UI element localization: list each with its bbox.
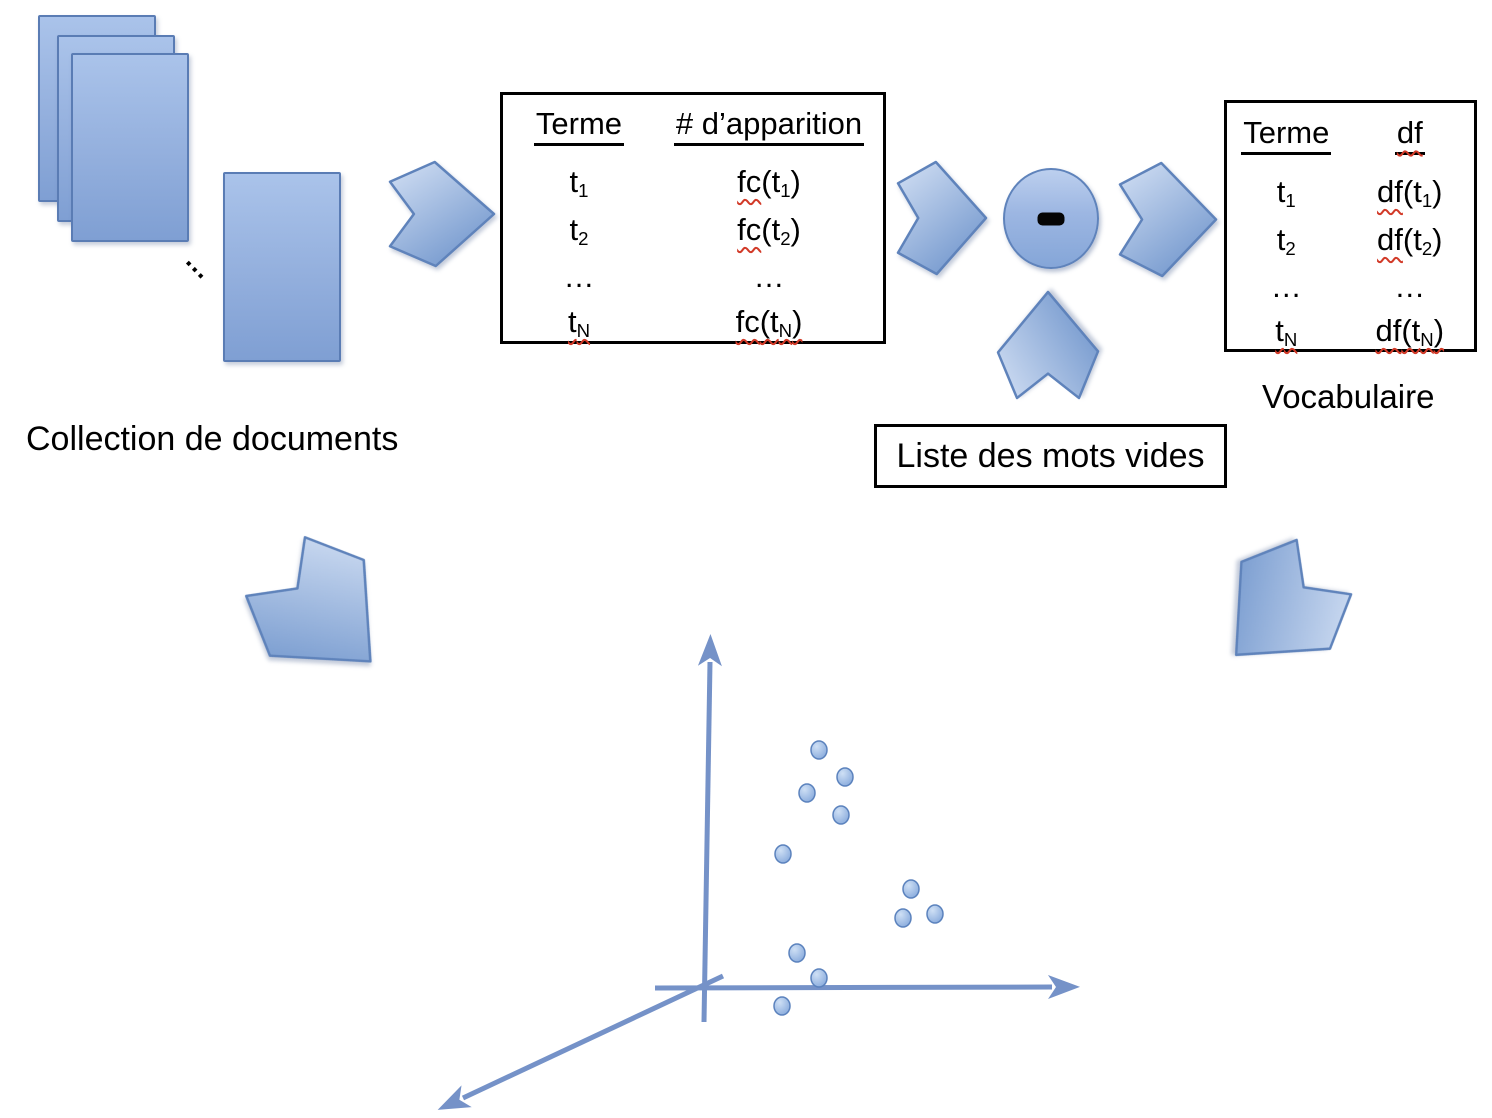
vocab-row-value: … <box>1394 268 1426 304</box>
collection-label: Collection de documents <box>26 420 399 458</box>
scatter-point <box>903 880 919 898</box>
scatter-point <box>837 768 853 786</box>
freq-header-count: # d’apparition <box>655 97 883 157</box>
y-axis-line <box>704 662 710 1022</box>
vocab-header-term: Terme <box>1227 105 1346 167</box>
stopwords-label: Liste des mots vides <box>896 436 1205 475</box>
flow-arrow-right-icon <box>898 162 986 274</box>
vocab-row-value: $df(t_N)$ <box>1375 312 1445 350</box>
flow-arrow-right-icon <box>390 162 494 266</box>
freq-row-value: … <box>753 258 785 294</box>
flow-arrow-down-right-icon <box>228 519 418 709</box>
scatter-point <box>811 969 827 987</box>
vocab-row-value: $df(t_1)$ <box>1377 173 1443 211</box>
vocabulary-label: Vocabulaire <box>1262 378 1435 415</box>
z-axis-line <box>463 976 723 1098</box>
stopwords-box <box>874 424 1227 488</box>
minus-node <box>1003 168 1099 269</box>
scatter-points-group <box>774 741 943 1015</box>
vocab-header-df: df <box>1346 105 1474 167</box>
frequency-table <box>500 92 886 344</box>
flow-arrow-down-left-icon <box>1192 523 1367 698</box>
ellipsis-dots: … <box>179 244 221 286</box>
freq-row-term: $t_2$ <box>569 211 589 249</box>
vocab-row-term: … <box>1270 268 1302 304</box>
scatter-point <box>927 905 943 923</box>
x-axis-line <box>655 987 1052 988</box>
vocab-row-term: $t_N$ <box>1275 312 1298 350</box>
scatter-point <box>895 909 911 927</box>
flow-arrow-up-icon <box>998 292 1098 398</box>
scatter-point <box>833 806 849 824</box>
vocabulary-table <box>1224 100 1477 352</box>
scatter-point <box>811 741 827 759</box>
vocab-row-value: $df(t_2)$ <box>1377 221 1443 259</box>
vocab-row-term: $t_1$ <box>1276 173 1296 211</box>
document-shape-front <box>71 53 189 242</box>
freq-header-term: Terme <box>503 97 655 157</box>
freq-row-term: $t_1$ <box>569 163 589 201</box>
freq-row-term: … <box>563 258 595 294</box>
freq-row-value: $fc(t_N)$ <box>735 303 803 341</box>
minus-icon <box>1038 212 1065 225</box>
scatter-point <box>775 845 791 863</box>
freq-row-value: $fc(t_1)$ <box>737 163 801 201</box>
freq-row-term: $t_N$ <box>567 303 591 341</box>
document-shape-last <box>223 172 341 362</box>
flow-arrow-right-icon <box>1120 163 1216 276</box>
vocab-row-term: $t_2$ <box>1276 221 1296 259</box>
scatter-point <box>789 944 805 962</box>
scatter-point <box>774 997 790 1015</box>
freq-row-value: $fc(t_2)$ <box>737 211 801 249</box>
scatter-point <box>799 784 815 802</box>
